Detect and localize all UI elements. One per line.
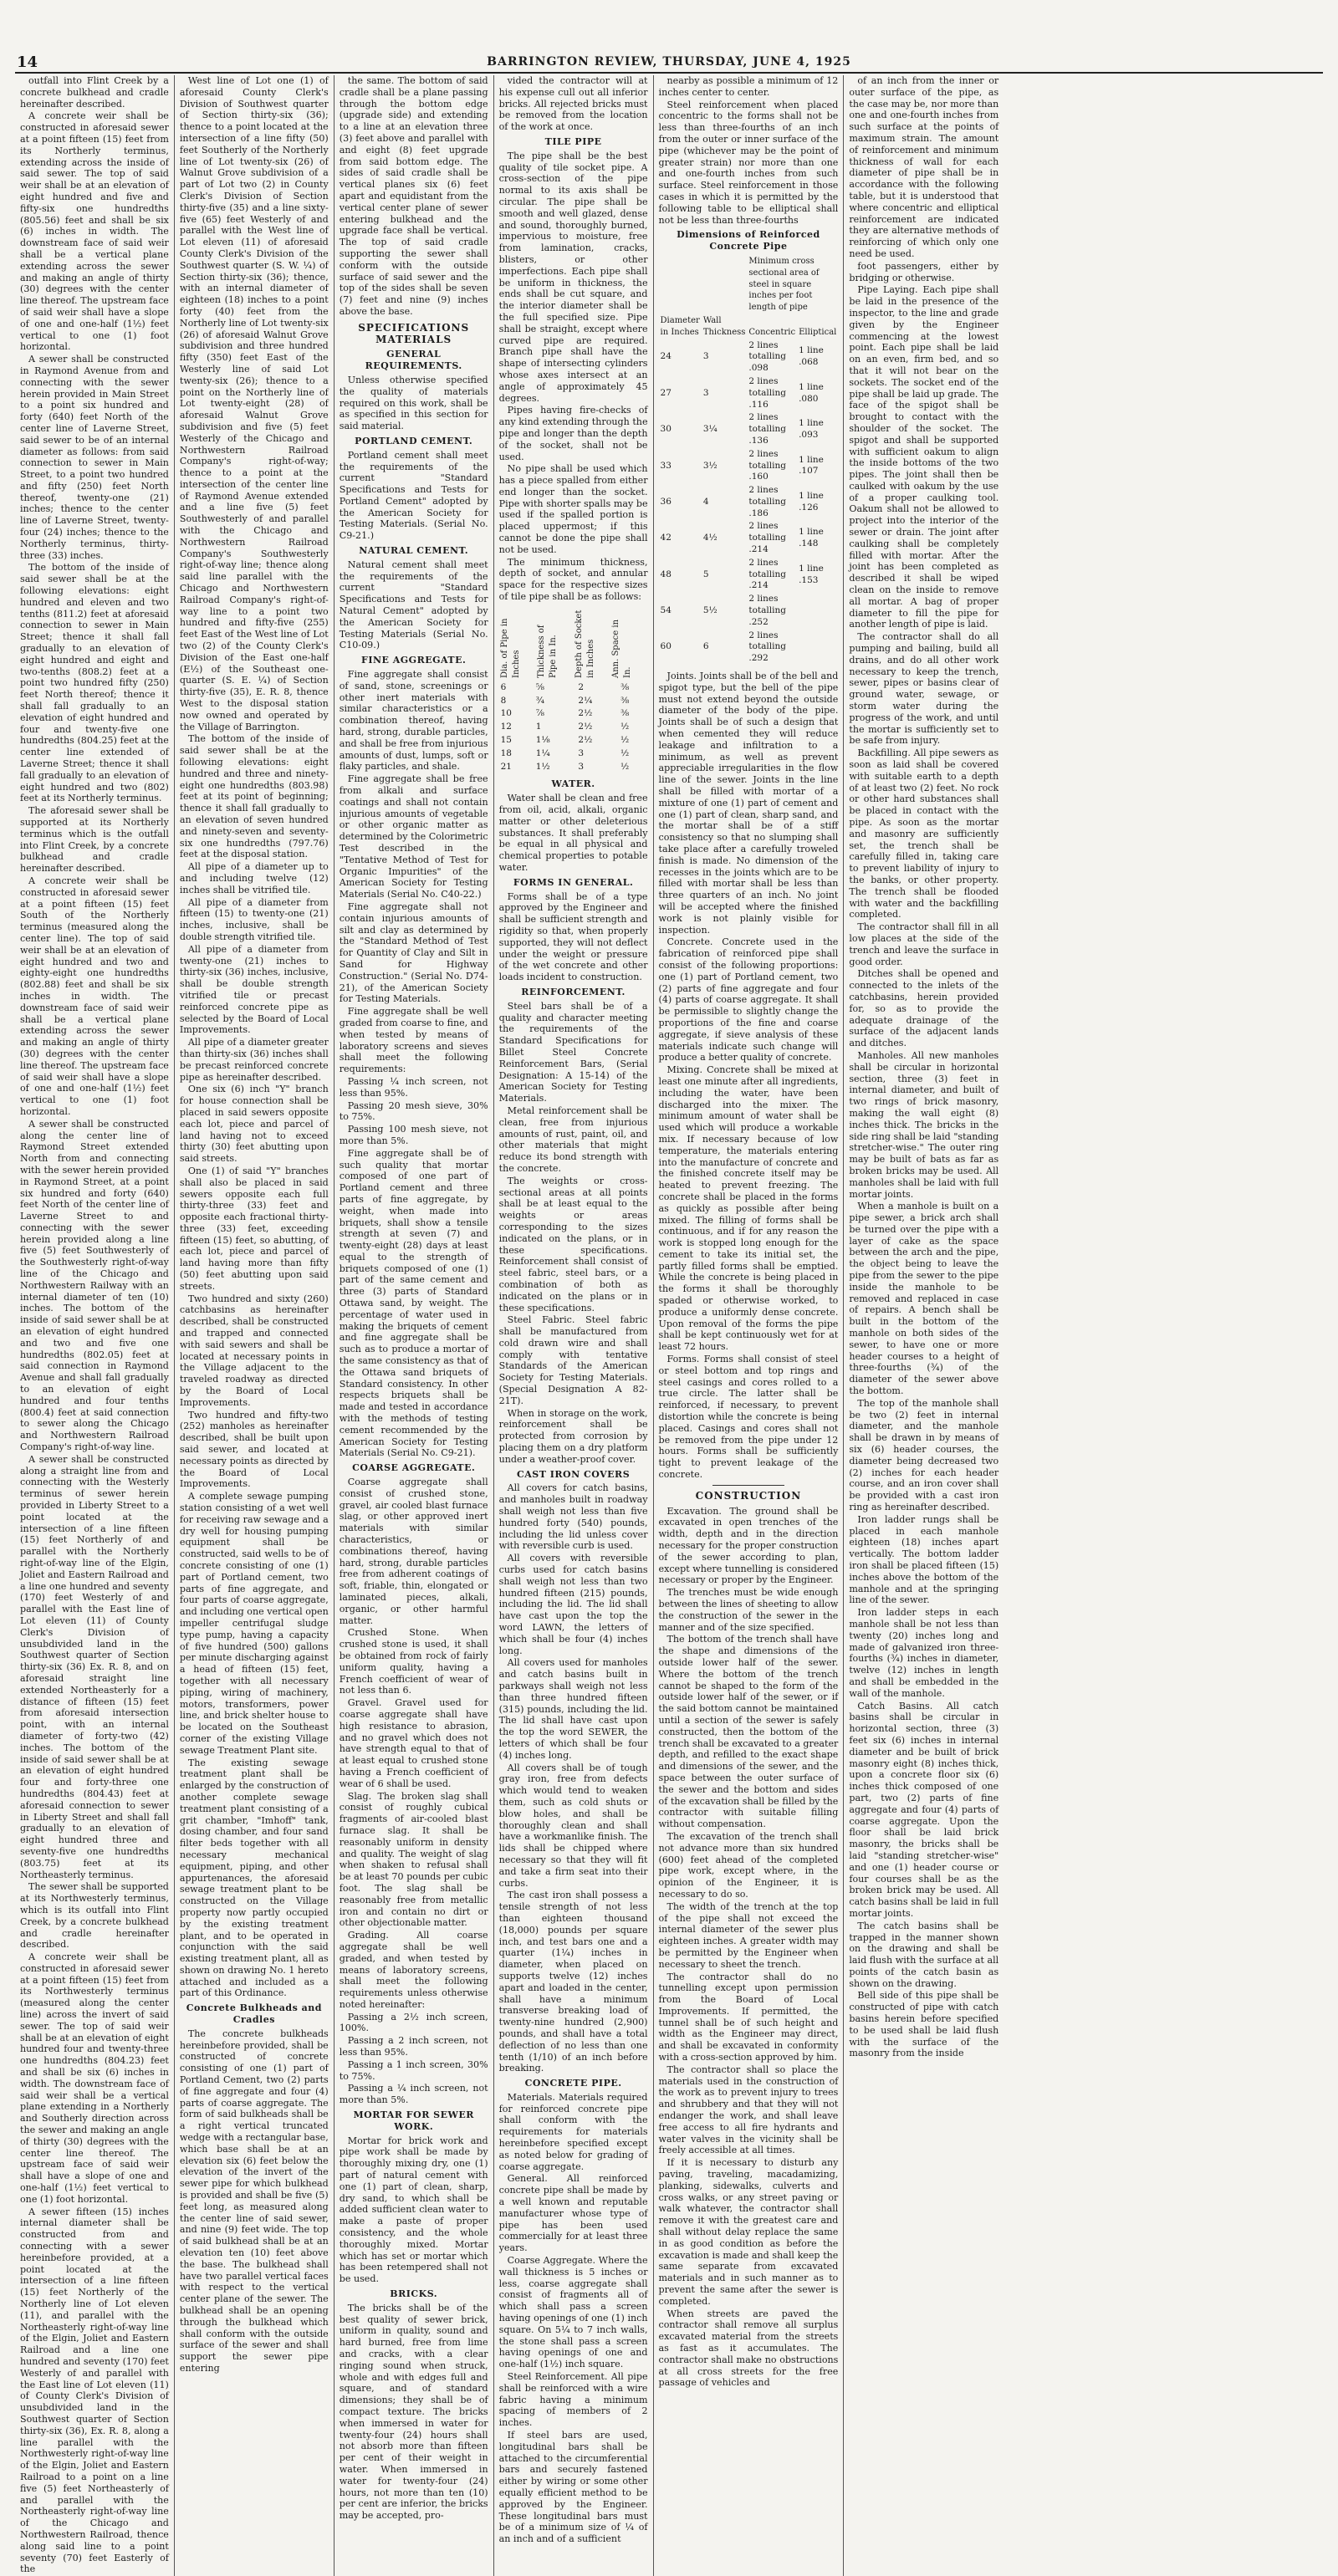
paragraph: Forms shall be of a type approved by the Engineer and shall be sufficient strength and rigidity so that, when properly supported, they will not deflect under the weight or pressure of the wet concrete and other loads incident to construction. <box>498 890 648 983</box>
table-cell: 1 line .107 <box>799 454 824 477</box>
paragraph: When in storage on the work, reinforcement shall be protected from corrosion by placing them on a dry platform under a weather-proof cover. <box>498 1407 648 1465</box>
paragraph: Pipes having fire-checks of any kind extending through the pipe and longer than the depth of the socket, shall not be used. <box>498 405 648 462</box>
table-cell: 2 lines totalling .116 <box>748 375 786 410</box>
table-row <box>659 411 839 447</box>
paragraph: Steel bars shall be of a quality and character meeting the requirements of the Standard Specifications for Billet Steel Concrete Reinforcement Bars, (Serial Designation: A 15-14) of the American Society for Testing Materials. <box>498 1000 648 1104</box>
column-1 <box>15 75 175 2576</box>
paragraph: All pipe of a diameter from twenty-one (21) inches to thirty-six (36) inches, inclusive, shall be double strength vitrified tile or precast reinforced concrete pipe as selected by the Board of Local Improvements. <box>179 943 329 1036</box>
paragraph: Fine aggregate shall not contain injurious amounts of silt and clay as determined by the "Standard Method of Test for Quantity of Clay and Silt in Sand for Highway Construction." (Serial No. D74-21), of the American Society for Testing Materials. <box>339 900 488 1005</box>
paragraph: outfall into Flint Creek by a concrete bulkhead and cradle hereinafter described. <box>20 75 169 110</box>
section-heading: BRICKS. <box>390 2288 438 2300</box>
table-cell: 5½ <box>702 605 718 616</box>
table-header-cell: Diameter in Inches <box>660 315 700 337</box>
paragraph: The trenches must be wide enough between the lines of sheeting to allow the construction of the sewer in the manner and of the size specified. <box>658 1587 839 1633</box>
table-row <box>499 721 648 734</box>
table-cell: 21 <box>500 761 512 772</box>
table-cell: 3½ <box>702 460 718 471</box>
paragraph: Portland cement shall meet the requirements of the current "Standard Specifications and Tests for Portland Cement" adopted by the American Society for Testing Materials. (Serial No. C9-21.) <box>339 449 488 542</box>
table-cell: 2¼ <box>578 695 593 706</box>
paragraph: One (1) of said "Y" branches shall also be placed in said sewers opposite each full thirty-three (33) feet and opposite each fractional thirty-three (33) feet, exceeding fifteen (15) feet, so abutting, of each lot, piece and parcel of land having more than fifty (50) feet abutting upon said streets. <box>179 1165 329 1292</box>
table-row <box>659 484 839 520</box>
paragraph: of an inch from the inner or outer surface of the pipe, as the case may be, nor more than one and one-fourth inches from such surface at the points of maximum strain. The amount of reinforcement and minimum thickness of wall for each diameter of pipe shall be in accordance with the following table, but it is understood that where concentric and elliptical reinforcement are indicated they are alternative methods of reinforcing of which only one need be used. <box>849 75 999 259</box>
table-cell: 1 <box>535 722 542 732</box>
table-cell: 1 line .068 <box>799 345 824 368</box>
section-heading: TILE PIPE <box>544 135 602 147</box>
table-cell: 27 <box>660 387 672 398</box>
section-heading: WATER. <box>551 778 595 790</box>
paragraph: Catch Basins. All catch basins shall be circular in horizontal section, three (3) feet six (6) inches in internal diameter and be built of brick masonry eight (8) inches thick, upon a concrete floor six (6) inches thick composed of one part, two (2) parts of fine aggregate and four (4) parts of coarse aggregate. Upon the floor shall be laid brick masonry, the bricks shall be laid "standing stretcher-wise" and one (1) header course or four courses shall be as the broken brick may be used. All catch basins shall be laid in full mortar joints. <box>849 1700 999 1919</box>
table-cell: 3 <box>578 747 585 758</box>
table-cell: 1 line .080 <box>799 381 824 404</box>
table-title: Dimensions of Reinforced Concrete Pipe <box>677 229 820 252</box>
column-6 <box>844 75 1004 2576</box>
table-cell: 42 <box>660 533 672 543</box>
table-cell: ½ <box>620 747 630 758</box>
table-cell: 2 <box>578 681 585 692</box>
paragraph: Bell side of this pipe shall be constructed of pipe with catch basins herein before specified to be used shall be laid flush with the surface of the masonry from the inside <box>849 1990 999 2059</box>
table-header-cell: Wall Thickness <box>702 315 746 337</box>
paragraph: All covers with reversible curbs used for catch basins shall weigh not less than two hundred fifteen (215) pounds, including the lid. The lid shall have cast upon the top the word LAWN, the letters of which shall be four (4) inches long. <box>498 1553 648 1656</box>
table-cell: 1 line .126 <box>799 490 824 513</box>
paragraph: Steel reinforcement when placed concentric to the forms shall not be less than three-fourths of an inch from the outer or inner surface of the pipe (whichever may be the point of greater strain) nor more than one and one-fourth inches from such surface. Steel reinforcement in those cases in which it is permitted by the following table to be elliptical shall not be less than three-fourths <box>658 99 839 226</box>
paragraph: The bricks shall be of the best quality of sewer brick, uniform in quality, sound and hard burned, free from lime and cracks, with a clear ringing sound when struck, whole and with edges full and square, and of standard dimensions; they shall be of compact texture. The bricks when immersed in water for twenty-four (24) hours shall not absorb more than fifteen per cent of their weight in water. When immersed in water for twenty-four (24) hours, not more than ten (10) per cent are inferior, the bricks may be accepted, pro- <box>339 2302 488 2522</box>
paragraph: The concrete bulkheads hereinbefore provided, shall be constructed of concrete consisting of one (1) part of Portland Cement, two (2) parts of fine aggregate and four (4) parts of coarse aggregate. The form of said bulkheads shall be a right vertical truncated wedge with a rectangular base, which base shall be at an elevation six (6) feet below the elevation of the invert of the sewer pipe for which bulkhead is provided and shall be five (5) feet long, as measured along the center line of said sewer, and nine (9) feet wide. The top of said bulkhead shall be at an elevation ten (10) feet above the base. The bulkhead shall have two parallel vertical faces with respect to the vertical center plane of the sewer. The bulkhead shall be an opening through the bulkhead which shall conform with the outside surface of the sewer and shall support the sewer pipe entering <box>179 2028 329 2374</box>
table-cell: 1 line .093 <box>799 418 824 440</box>
paragraph: The weights or cross-sectional areas at all points shall be at least equal to the weights or areas corresponding to the sizes indicated on the plans, or in these specifications. Reinforcement shall consist of steel fabric, steel bars, or a combination of both as indicated on the plans or in these specifications. <box>498 1175 648 1314</box>
table-row <box>499 761 648 774</box>
table-cell <box>797 593 838 629</box>
table-cell: 2 lines totalling .292 <box>748 630 786 664</box>
paragraph: Passing ¼ inch screen, not less than 95%. <box>339 1075 488 1099</box>
table-header-cell: Dia. of Pipe in Inches <box>499 618 521 678</box>
paragraph: Water shall be clean and free from oil, acid, alkali, organic matter or other deleterious substances. It shall preferably be equal in all physical and chemical properties to potable water. <box>498 793 648 874</box>
paragraph: Fine aggregate shall be of such quality that mortar composed of one part of Portland cement and three parts of fine aggregate, by weight, when made into briquets, shall show a tensile strength at seven (7) and twenty-eight (28) days at least equal to the strength of briquets composed of one (1) part of the same cement and three (3) parts of Standard Ottawa sand, by weight. The percentage of water used in making the briquets of cement and fine aggregate shall be such as to produce a mortar of the same consistency as that of the Ottawa sand briquets of Standard consistency. In other respects briquets shall be made and tested in accordance with the methods of testing cement recommended by the American Society for Testing Materials (Serial No. C9-21). <box>339 1147 488 1459</box>
paragraph: Iron ladder steps in each manhole shall be not less than twenty (20) inches long and made of galvanized iron three-fourths (¾) inches in diameter, twelve (12) inches in length and shall be embedded in the wall of the manhole. <box>849 1607 999 1699</box>
paragraph: All pipe of a diameter greater than thirty-six (36) inches shall be precast reinforced concrete pipe as hereinafter described. <box>179 1037 329 1083</box>
table-cell: 3 <box>578 761 585 772</box>
paragraph: When streets are paved the contractor shall remove all surplus excavated material from the streets as fast as it accumulates. The contractor shall make no obstructions at all cross streets for the free passage of vehicles and <box>658 2308 839 2389</box>
page-header <box>15 50 1323 74</box>
paragraph: Crushed Stone. When crushed stone is used, it shall be obtained from rock of fairly uniform quality, having a French coefficient of wear of not less than 6. <box>339 1627 488 1696</box>
section-heading: SPECIFICATIONS MATERIALS <box>358 321 470 345</box>
paragraph: A sewer shall be constructed along the center line of Raymond Street extended North from and connecting with the sewer herein provided in Raymond Street, at a point six hundred and forty (640) feet North of the center line of Laverne Street to and connecting with the sewer herein provided along a line five (5) feet Southwesterly of the Southwesterly right-of-way line of the Chicago and Northwestern Railway with an internal diameter of ten (10) inches. The bottom of the inside of said sewer shall be at an elevation of eight hundred and two and five one hundredths (802.05) feet at said connection in Raymond Avenue and shall fall gradually to an elevation of eight hundred and four tenths (800.4) feet at said connection to sewer along the Chicago and Northwestern Railroad Company's right-of-way line. <box>20 1118 169 1453</box>
table-cell: ⅜ <box>620 708 630 719</box>
paragraph: The catch basins shall be trapped in the manner shown on the drawing and shall be laid flush with the surface at all points of the catch basin as shown on the drawing. <box>849 1920 999 1989</box>
paragraph: Unless otherwise specified the quality of materials required on this work, shall be as specified in this section for said material. <box>339 374 488 432</box>
table-header-cell: Minimum cross sectional area of steel in square inches per foot length of pipe <box>748 256 820 313</box>
table-cell: ⅝ <box>535 681 544 692</box>
table-cell: 2½ <box>578 735 593 746</box>
paragraph: Coarse aggregate shall consist of crushed stone, gravel, air cooled blast furnace slag, or other approved inert materials with similar characteristics, or combinations thereof, having hard, strong, durable particles free from adherent coatings of soft, friable, thin, elongated or laminated pieces, alkali, organic, or other harmful matter. <box>339 1477 488 1626</box>
table-cell: 8 <box>500 695 507 706</box>
paragraph: All covers shall be of tough gray iron, free from defects which would tend to weaken them, such as cold shuts or blow holes, and shall be thoroughly clean and shall have a workmanlike finish. The lids shall be chipped where necessary so that they will fit and take a firm seat into their curbs. <box>498 1762 648 1889</box>
paragraph: A complete sewage pumping station consisting of a wet well for receiving raw sewage and a dry well for housing pumping equipment shall be constructed, said wells to be of concrete consisting of one (1) part of Portland cement, two parts of fine aggregate, and four parts of coarse aggregate, and including one vertical open impeller centrifugal sludge type pump, having a capacity of five hundred (500) gallons per minute discharging against a head of fifteen (15) feet, together with all necessary piping, wiring of machinery, motors, transformers, power line, and brick shelter house to be located on the Southeast corner of the existing Village sewage Treatment Plant site. <box>179 1491 329 1756</box>
paragraph: The pipe shall be the best quality of tile socket pipe. A cross-section of the pipe normal to its axis shall be circular. The pipe shall be smooth and well glazed, dense and sound, thoroughly burned, impervious to moisture, free from lamination, cracks, blisters, or other imperfections. Each pipe shall be uniform in thickness, the ends shall be cut square, and the interior diameter shall be the full specified size. Pipe shall be straight, except where curved pipe are required. Branch pipe shall have the shape of intersecting cylinders whose axes intersect at an angle of approximately 45 degrees. <box>498 150 648 404</box>
column-5 <box>654 75 845 2576</box>
table-cell: ⅞ <box>535 708 544 719</box>
table-cell: 5 <box>702 569 709 579</box>
paragraph: Grading. All coarse aggregate shall be well graded, and when tested by means of laboratory screens, shall meet the following requirements unless otherwise noted hereinafter: <box>339 1930 488 2010</box>
table-cell: 3 <box>702 351 709 362</box>
table-cell: 18 <box>500 747 512 758</box>
paragraph: The contractor shall so place the materials used in the construction of the work as to prevent injury to trees and shrubbery and that they will not endanger the work, and shall leave free access to all fire hydrants and water valves in the vicinity shall be freely accessible at all times. <box>658 2063 839 2156</box>
paragraph: The sewer shall be supported at its Northwesterly terminus, which is its outfall into Flint Creek, by a concrete bulkhead and cradle hereinafter described. <box>20 1881 169 1951</box>
paragraph: When a manhole is built on a pipe sewer, a brick arch shall be turned over the pipe with a layer of cake as the space between the arch and the pipe, the object being to leave the pipe from the sewer to the pipe inside the manhole to be removed and replaced in case of repairs. A bench shall be built in the bottom of the manhole on both sides of the sewer, to have one or more header courses to a height of three-fourths (¾) of the diameter of the sewer above the bottom. <box>849 1201 999 1397</box>
table-cell: 2 lines totalling .214 <box>748 557 786 591</box>
table-header-cell: Concentric <box>748 327 796 337</box>
paragraph: Joints. Joints shall be of the bell and spigot type, but the bell of the pipe must not extend beyond the outside diameter of the body of the pipe. Joints shall be of such a design that when cemented they will reduce leakage and infiltration to a minimum, as well as prevent appreciable irregularities in the flow line of the sewer. Joints in the line shall be filled with mortar of a mixture of one (1) part of cement and one (1) part of clean, sharp sand, and the mortar shall be of a stiff consistency so that no slumping shall take place after a carefully troweled finish is made. No dimension of the recesses in the joints which are to be filled with mortar shall be less than three quarters of an inch. No joint will be accepted where the finished work is not plainly visible for inspection. <box>658 671 839 936</box>
section-heading: FORMS IN GENERAL. <box>513 876 634 888</box>
paragraph: Concrete. Concrete used in the fabrication of reinforced pipe shall consist of the following proportions: one (1) part of Portland cement, two (2) parts of fine aggregate and four (4) parts of coarse aggregate. It shall be permissible to slightly change the proportions of the fine and coarse aggregate, if sieve analysis of these materials indicate such change will produce a better quality of concrete. <box>658 936 839 1064</box>
paragraph: Passing a 1 inch screen, 30% to 75%. <box>339 2058 488 2082</box>
table-row <box>659 448 839 484</box>
paragraph: Fine aggregate shall consist of sand, stone, screenings or other inert materials with similar characteristics or a combination thereof, having hard, strong, durable particles, and shall be free from injurious amounts of dust, lumps, soft or flaky particles, and shale. <box>339 669 488 773</box>
paragraph: Steel Reinforcement. All pipe shall be reinforced with a wire fabric having a minimum spacing of members of 2 inches. <box>498 2371 648 2429</box>
table-cell: 2 lines totalling .098 <box>748 339 786 374</box>
section-heading: MORTAR FOR SEWER WORK. <box>353 2109 474 2132</box>
paragraph: All pipe of a diameter from fifteen (15) to twenty-one (21) inches, inclusive, shall be double strength vitrified tile. <box>179 896 329 942</box>
table-cell: 10 <box>500 708 512 719</box>
paragraph: The minimum thickness, depth of socket, and annular space for the respective sizes of tile pipe shall be as follows: <box>498 556 648 603</box>
table-cell: 2 lines totalling .160 <box>748 448 786 482</box>
paragraph: All covers used for manholes and catch basins built in parkways shall weigh not less than three hundred fifteen (315) pounds, including the lid. The lid shall have cast upon the top the word SEWER, the letters of which shall be four (4) inches long. <box>498 1657 648 1761</box>
table-cell: 2 lines totalling .186 <box>748 485 786 518</box>
section-heading: NATURAL CEMENT. <box>359 545 469 557</box>
paragraph: Passing a ¼ inch screen, not more than 5%. <box>339 2083 488 2106</box>
paper-name-date: BARRINGTON REVIEW, THURSDAY, JUNE 4, 1925 <box>487 55 851 69</box>
section-heading: GENERAL REQUIREMENTS. <box>365 349 462 372</box>
paragraph: The excavation of the trench shall not advance more than six hundred (600) feet ahead of the completed pipe work, except where, in the opinion of the Engineer, it is necessary to do so. <box>658 1830 839 1900</box>
table-row <box>499 681 648 695</box>
table-cell: ½ <box>620 722 630 732</box>
section-heading: CONCRETE PIPE. <box>524 2078 622 2089</box>
column-2 <box>175 75 334 2576</box>
paragraph: Manholes. All new manholes shall be circular in horizontal section, three (3) feet in internal diameter, and built of two rings of brick masonry, making the wall eight (8) inches thick. The bricks in the side ring shall be laid "standing stretcher-wise." The outer ring may be built of bats as far as broken bricks may be used. All manholes shall be laid with full mortar joints. <box>849 1049 999 1200</box>
table-header-cell <box>659 255 702 314</box>
table-cell: ½ <box>620 735 630 746</box>
table-cell: 6 <box>500 681 507 692</box>
table-cell: 3¼ <box>702 424 718 435</box>
paragraph: Steel Fabric. Steel fabric shall be manufactured from cold drawn wire and shall comply with tentative Standards of the American Society for Testing Materials. (Special Designation A 82-21T). <box>498 1314 648 1406</box>
table-row <box>659 593 839 629</box>
table-cell: 1¼ <box>535 747 550 758</box>
table-cell: 1 line .153 <box>799 563 824 585</box>
table-cell: 2½ <box>578 708 593 719</box>
column-3 <box>334 75 494 2576</box>
article-columns <box>15 75 1323 2575</box>
tile-pipe-table <box>499 681 648 774</box>
paragraph: A concrete weir shall be constructed in aforesaid sewer at a point fifteen (15) feet from its Northerly terminus, extending across the inside of said sewer. The top of said weir shall be at an elevation of eight hundred and five and fifty-six one hundredths (805.56) feet and shall be six (6) inches in width. The downstream face of said weir shall be a vertical plane extending across the sewer and making an angle of thirty (30) degrees with the center line thereof. The upstream face of said weir shall have a slope of one and one-half (1½) feet vertical to one (1) foot horizontal. <box>20 110 169 353</box>
paragraph: Two hundred and sixty (260) catchbasins as hereinafter described, shall be constructed and trapped and connected with said sewers and shall be located at necessary points in the Village adjacent to the traveled roadway as directed by the Board of Local Improvements. <box>179 1293 329 1408</box>
column-4 <box>494 75 654 2576</box>
paragraph: Backfilling. All pipe sewers as soon as laid shall be covered with suitable earth to a depth of at least two (2) feet. No rock or other hard substances shall be placed in contact with the pipe. As soon as the mortar and masonry are sufficiently set, the trench shall be carefully filled in, taking care to prevent liability of injury to the banks, or other property. The trench shall be flooded with water and the backfilling completed. <box>849 747 999 921</box>
table-header-cell: Depth of Socket in Inches <box>574 610 595 678</box>
table-cell: 3 <box>702 387 709 398</box>
pipe-table-header <box>499 606 648 678</box>
table-row <box>659 375 839 411</box>
paragraph: The existing sewage treatment plant shall be enlarged by the construction of another complete sewage treatment plant consisting of a grit chamber, "Imhoff" tank, dosing chamber, and four sand filter beds together with all necessary mechanical equipment, piping, and other appurtenances, the aforesaid sewage treatment plant to be constructed on the Village property now partly occupied by the existing treatment plant, and to be operated in conjunction with the said existing treatment plant, all as shown on drawing No. 1 hereto attached and included as a part of this Ordinance. <box>179 1757 329 1999</box>
table-cell: 2½ <box>578 722 593 732</box>
section-heading: COARSE AGGREGATE. <box>352 1462 476 1474</box>
table-row <box>659 557 839 593</box>
concrete-pipe-table <box>659 255 839 666</box>
paragraph: If steel bars are used, longitudinal bars shall be attached to the circumferential bars and securely fastened either by wiring or some other equally efficient method to be approved by the Engineer. These longitudinal bars must be of a minimum size of ¼ of an inch and of a sufficient <box>498 2430 648 2545</box>
table-row <box>499 734 648 747</box>
paragraph: A concrete weir shall be constructed in aforesaid sewer at a point fifteen (15) feet from its Northwesterly terminus (measured along the center line) across the invert of said sewer. The top of said weir shall be at an elevation of eight hundred four and twenty-three one hundredths (804.23) feet and shall be six (6) inches in width. The downstream face of said weir shall be a vertical plane extending in a Northerly and Southerly direction across the sewer and making an angle of thirty (30) degrees with the center line thereof. The upstream face of said weir shall have a slope of one and one-half (1½) feet vertical to one (1) foot horizontal. <box>20 1951 169 2205</box>
table-row <box>659 520 839 556</box>
table-cell: 30 <box>660 424 672 435</box>
paragraph: West line of Lot one (1) of aforesaid County Clerk's Division of Southwest quarter of Section thirty-six (36); thence to a point located at the intersection of a line fifty (50) feet Southerly of the Northerly line of Lot twenty-six (26) of Walnut Grove subdivision of a part of Lot two (2) in County Clerk's Division of Section thirty-five (35) and a line sixty-five (65) feet Westerly of and parallel with the West line of Lot eleven (11) of aforesaid County Clerk's Division of the Southwest quarter (S. W. ¼) of Section thirty-six (36); thence, with an internal diameter of eighteen (18) inches to a point forty (40) feet from the Northerly line of Lot twenty-six (26) of aforesaid Walnut Grove subdivision and three hundred fifty (350) feet East of the Westerly line of said Lot twenty-six (26); thence to a point on the Northerly line of Lot twenty-eight (28) of aforesaid Walnut Grove subdivision and five (5) feet Westerly of the Chicago and Northwestern Railroad Company's right-of-way; thence to a point at the intersection of the center line of Raymond Avenue extended and a line five (5) feet Southwesterly of and parallel with the Chicago and Northwestern Railroad Company's Southwesterly right-of-way line; thence along said line parallel with the Chicago and Northwestern Railroad Company's right-of-way line to a point two hundred and fifty-five (255) feet East of the West line of Lot two (2) of the County Clerk's Division of the East one-half (E½) of the Southeast one-quarter (S. E. ¼) of Section thirty-five (35), E. R. 8, thence West to the disposal station now owned and operated by the Village of Barrington. <box>179 75 329 732</box>
paragraph: One six (6) inch "Y" branch for house connection shall be placed in said sewers opposite each lot, piece and parcel of land having not to exceed thirty (30) feet abutting upon said streets. <box>179 1084 329 1165</box>
table-cell <box>797 630 838 666</box>
table-cell: 1 line .148 <box>799 527 824 549</box>
paragraph: General. All reinforced concrete pipe shall be made by a well known and reputable manufacturer whose type of pipe has been used commercially for at least three years. <box>498 2173 648 2254</box>
table-cell: 15 <box>500 735 512 746</box>
paragraph: Forms. Forms shall consist of steel or steel bottom and top rings and steel casings and cores rolled to a true circle. The latter shall be reinforced, if necessary, to prevent distortion while the concrete is being placed. Casings and cores shall not be removed from the pipe under 12 hours. Forms shall be sufficiently tight to prevent leakage of the concrete. <box>658 1354 839 1481</box>
paragraph: Iron ladder rungs shall be placed in each manhole eighteen (18) inches apart vertically. The bottom ladder iron shall be placed fifteen (15) inches above the bottom of the manhole and at the springing line of the sewer. <box>849 1513 999 1606</box>
paragraph: Coarse Aggregate. Where the wall thickness is 5 inches or less, coarse aggregate shall consist of fragments all of which shall pass a screen having openings of one (1) inch square. On 5¼ to 7 inch walls, the stone shall pass a screen having openings of one and one-half (1½) inch square. <box>498 2255 648 2370</box>
section-heading: CONSTRUCTION <box>695 1489 802 1502</box>
paragraph: nearby as possible a minimum of 12 inches center to center. <box>658 75 839 98</box>
section-heading: CAST IRON COVERS <box>516 1468 631 1480</box>
table-cell: 33 <box>660 460 672 471</box>
table-row <box>499 747 648 761</box>
table-cell: 36 <box>660 496 672 507</box>
table-cell: 2 lines totalling .214 <box>748 521 786 555</box>
table-cell: 60 <box>660 641 672 652</box>
table-cell: 54 <box>660 605 672 616</box>
paragraph: Passing a 2 inch screen, not less than 95%. <box>339 2035 488 2058</box>
paragraph: Pipe Laying. Each pipe shall be laid in the presence of the inspector, to the line and grade given by the Engineer commencing at the lowest point. Each pipe shall be laid on an even, firm bed, and so that it will not bear on the sockets. The socket end of the pipe shall be laid up grade. The face of the spigot shall be brought to contact with the shoulder of the socket. The spigot and shall be supported with sufficient oakum to align the inside bottoms of the two pipes. The joint shall then be caulked with oakum by the use of a proper caulking tool. Oakum shall not be allowed to project into the interior of the sewer or drain. The joint after caulking shall be completely filled with mortar. After the joint has been completed as described it shall be wiped clean on the inside to remove all mortar. A bag of proper diameter to fill the pipe for another length of pipe is laid. <box>849 284 999 630</box>
table-cell: 1½ <box>535 761 550 772</box>
paragraph: The bottom of the trench shall have the shape and dimensions of the outside lower half of the sewer. Where the bottom of the trench cannot be shaped to the form of the outside lower half of the sewer, or if the said bottom cannot be maintained until a section of the sewer is safely constructed, then the bottom of the trench shall be excavated to a greater depth, and refilled to the exact shape and dimensions of the sewer, and the space between the outer surface of the sewer and the bottom and sides of the excavation shall be filled by the contractor with suitable filling without compensation. <box>658 1634 839 1830</box>
table-cell: 1⅛ <box>535 735 550 746</box>
table-row <box>499 707 648 721</box>
paragraph: All covers for catch basins, and manholes built in roadway shall weigh not less than five hundred forty (540) pounds, including the lid unless cover with reversible curb is used. <box>498 1482 648 1552</box>
paragraph: Natural cement shall meet the requirements of the current "Standard Specifications and Tests for Natural Cement" adopted by the American Society for Testing Materials (Serial No. C10-09.) <box>339 559 488 651</box>
paragraph: foot passengers, either by bridging or otherwise. <box>849 260 999 283</box>
table-cell: ¾ <box>535 695 544 706</box>
table-cell: ⅜ <box>620 681 630 692</box>
paragraph: Passing a 2½ inch screen, 100%. <box>339 2011 488 2034</box>
paragraph: Two hundred and fifty-two (252) manholes as hereinafter described, shall be built upon said sewer, and located at necessary points as directed by the Board of Local Improvements. <box>179 1409 329 1490</box>
table-cell: ½ <box>620 761 630 772</box>
table-cell: 2 lines totalling .252 <box>748 594 786 627</box>
paragraph: vided the contractor will at his expense cull out all inferior bricks. All rejected bricks must be removed from the location of the work at once. <box>498 75 648 133</box>
paragraph: The contractor shall do no tunnelling except upon permission from the Board of Local Improvements. If permitted, the tunnel shall be of such height and width as the Engineer may direct, and shall be excavated in conformity with a cross-section approved by him. <box>658 1971 839 2063</box>
divider <box>712 1485 784 1486</box>
table-cell: 24 <box>660 351 672 362</box>
section-heading: PORTLAND CEMENT. <box>355 435 473 446</box>
paragraph: A sewer shall be constructed along a straight line from and connecting with the Westerly terminus of sewer herein provided in Liberty Street to a point located at the intersection of a line fifteen (15) feet Northerly of and parallel with the Northerly right-of-way line of the Elgin, Joliet and Eastern Railroad and a line one hundred and seventy (170) feet Westerly of and parallel with the East line of Lot eleven (11) of County Clerk's Division of unsubdivided land in the Southwest quarter of Section thirty-six (36) Ex. R. 8, and on aforesaid straight line extended Northeasterly for a distance of fifteen (15) feet from aforesaid intersection point, with an internal diameter of forty-two (42) inches. The bottom of the inside of said sewer shall be at an elevation of eight hundred four and forty-three one hundredths (804.43) feet at aforesaid connection to sewer in Liberty Street and shall fall gradually to an elevation of eight hundred three and seventy-five one hundredths (803.75) feet at its Northeasterly terminus. <box>20 1453 169 1880</box>
paragraph: A sewer shall be constructed in Raymond Avenue from and connecting with the sewer herein provided in Main Street to a point six hundred and forty (640) feet North of the center line of Laverne Street, said sewer to be of an internal diameter as follows: from said connection to sewer in Main Street, to a point two hundred and fifty (250) feet North thereof, twenty-one (21) inches; thence to the center line of Laverne Street, twenty-four (24) inches; thence to the Northerly terminus, thirty-three (33) inches. <box>20 354 169 561</box>
paragraph: No pipe shall be used which has a piece spalled from either end longer than the socket. Pipe with shorter spalls may be used if the spalled portion is placed uppermost; if this cannot be done the pipe shall not be used. <box>498 463 648 555</box>
paragraph: Mixing. Concrete shall be mixed at least one minute after all ingredients, including the water, have been discharged into the mixer. The minimum amount of water shall be used which will produce a workable mix. If necessary because of low temperature, the materials entering into the manufacture of concrete and the finished concrete itself may be heated to prevent freezing. The concrete shall be placed in the forms as quickly as possible after being mixed. The filling of forms shall be continuous, and if for any reason the work is stopped long enough for the cement to take its initial set, the partly filled forms shall be emptied. While the concrete is being placed in the forms it shall be thoroughly spaded or otherwise worked, to produce a uniformly dense concrete. Upon removal of the forms the pipe shall be kept continuously wet for at least 72 hours. <box>658 1064 839 1353</box>
paragraph: Gravel. Gravel used for coarse aggregate shall have high resistance to abrasion, and no gravel which does not have strength equal to that of at least equal to crushed stone having a French coefficient of wear of 6 shall be used. <box>339 1697 488 1789</box>
table-header-cell: Thickness of Pipe in In. <box>537 625 558 678</box>
section-heading: Concrete Bulkheads and Cradles <box>186 2002 322 2026</box>
table-cell: 2 lines totalling .136 <box>748 412 786 446</box>
paragraph: All pipe of a diameter up to and including twelve (12) inches shall be vitrified tile. <box>179 861 329 895</box>
table-cell: 48 <box>660 569 672 579</box>
table-cell: 12 <box>500 722 512 732</box>
paragraph: The contractor shall do all pumping and bailing, build all drains, and do all other work necessary to keep the trench, sewer, pipes or basins clear of ground water, sewage, or storm water during the progress of the work, and until the mortar is sufficiently set to be safe from injury. <box>849 631 999 747</box>
table-row <box>659 630 839 666</box>
table-cell: ⅜ <box>620 695 630 706</box>
paragraph: Passing 100 mesh sieve, not more than 5%. <box>339 1124 488 1146</box>
paragraph: Metal reinforcement shall be clean, free from injurious amounts of rust, paint, oil, and other materials that might reduce its bond strength with the concrete. <box>498 1104 648 1174</box>
section-heading: FINE AGGREGATE. <box>361 655 467 666</box>
paragraph: Materials. Materials required for reinforced concrete pipe shall conform with the requirements for materials hereinbefore specified except as noted below for grading of coarse aggregate. <box>498 2091 648 2172</box>
section-heading: REINFORCEMENT. <box>521 986 626 997</box>
table-row <box>659 339 839 375</box>
paragraph: The contractor shall fill in all low places at the side of the trench and leave the surface in good order. <box>849 921 999 967</box>
paragraph: The aforesaid sewer shall be supported at its Northerly terminus which is the outfall into Flint Creek, by a concrete bulkhead and cradle hereinafter described. <box>20 805 169 875</box>
table-header-cell: Elliptical <box>799 327 837 337</box>
paragraph: The width of the trench at the top of the pipe shall not exceed the internal diameter of the sewer plus eighteen inches. A greater width may be permitted by the Engineer when necessary to sheet the trench. <box>658 1900 839 1970</box>
table-cell: 6 <box>702 641 709 652</box>
paragraph: Slag. The broken slag shall consist of roughly cubical fragments of air-cooled blast furnace slag. It shall be reasonably uniform in density and quality. The weight of slag when shaken to refusal shall be at least 70 pounds per cubic foot. The slag shall be reasonably free from metallic iron and contain no dirt or other objectionable matter. <box>339 1790 488 1929</box>
table-cell: 4 <box>702 496 709 507</box>
paragraph: The top of the manhole shall be two (2) feet in internal diameter, and the manhole shall be drawn in by means of six (6) header courses, the diameter being decreased two (2) inches for each header course, and an iron cover shall be provided with a cast iron ring as hereinafter described. <box>849 1397 999 1513</box>
table-header-cell: Ann. Space in In. <box>611 619 632 678</box>
table-row <box>499 695 648 708</box>
paragraph: Fine aggregate shall be well graded from coarse to fine, and when tested by means of laboratory screens and sieves shall meet the following requirements: <box>339 1006 488 1075</box>
paragraph: If it is necessary to disturb any paving, traveling, macadamizing, planking, sidewalks, culverts and cross walks, or any street paving or walk whatever, the contractor shall remove it with the greatest care and shall without delay replace the same in as good condition as before the excavation is made and shall keep the same separate from excavated materials and in such manner as to prevent the same after the sewer is completed. <box>658 2157 839 2307</box>
paragraph: Excavation. The ground shall be excavated in open trenches of the width, depth and in the direction necessary for the proper construction of the sewer according to plan, except where tunnelling is considered necessary or proper by the Engineer. <box>658 1505 839 1586</box>
paragraph: Passing 20 mesh sieve, 30% to 75%. <box>339 1099 488 1123</box>
paragraph: A concrete weir shall be constructed in aforesaid sewer at a point fifteen (15) feet South of the Northerly terminus (measured along the center line). The top of said weir shall be at an elevation of eight hundred and two and eighty-eight one hundredths (802.88) feet and shall be six inches in width. The downstream face of said weir shall be a vertical plane extending across the sewer and making an angle of thirty (30) degrees with the center line thereof. The upstream face of said weir shall have a slope of one and one-half (1½) feet vertical to one (1) foot horizontal. <box>20 875 169 1117</box>
table-cell: 4½ <box>702 533 718 543</box>
paragraph: The bottom of the inside of said sewer shall be at the following elevations: eight hundred and eleven and two tenths (811.2) feet at aforesaid connection to sewer in Main Street; thence it shall fall gradually to an elevation of eight hundred and eight and two-tenths (808.2) feet at a point two hundred fifty (250) feet North thereof; thence it shall fall gradually to an elevation of eight hundred and four and twenty-five one hundredths (804.25) feet at the center line extended of Laverne Street; thence it shall fall gradually to an elevation of eight hundred and two (802) feet at its Northerly terminus. <box>20 562 169 804</box>
paragraph: the same. The bottom of said cradle shall be a plane passing through the bottom edge (upgrade side) and extending to a line at an elevation three (3) feet above and parallel with and eight (8) feet upgrade from said bottom edge. The sides of said cradle shall be vertical planes six (6) feet apart and equidistant from the vertical center plane of sewer entering bulkhead and the upgrade face shall be vertical. The top of said cradle supporting the sewer shall conform with the outside surface of said sewer and the top of the sides shall be seven (7) feet and nine (9) inches above the base. <box>339 75 488 317</box>
page-number: 14 <box>17 54 38 71</box>
paragraph: Ditches shall be opened and connected to the inlets of the catchbasins, herein provided for, so as to provide the adequate drainage of the surface of the adjacent lands and ditches. <box>849 968 999 1049</box>
paragraph: The cast iron shall possess a tensile strength of not less than eighteen thousand (18,000) pounds per square inch, and test bars one and a quarter (1¼) inches in diameter, when placed on supports twelve (12) inches apart and loaded in the center, shall have a minimum transverse breaking load of twenty-nine hundred (2,900) pounds, and shall have a total deflection of no less than one tenth (1/10) of an inch before breaking. <box>498 1890 648 2074</box>
paragraph: The bottom of the inside of said sewer shall be at the following elevations: eight hundred and three and ninety-eight one hundredths (803.98) feet at its point of beginning; thence it shall fall gradually to an elevation of seven hundred and ninety-seven and seventy-six one hundredths (797.76) feet at the disposal station. <box>179 733 329 860</box>
paragraph: A sewer fifteen (15) inches internal diameter shall be constructed from and connecting with a sewer hereinbefore provided, at a point located at the intersection of a line fifteen (15) feet Northerly of the Northerly line of Lot eleven (11), and parallel with the Northeasterly right-of-way line of the Elgin, Joliet and Eastern Railroad and a line one hundred and seventy (170) feet Westerly of and parallel with the East line of Lot eleven (11) of County Clerk's Division of unsubdivided land in the Southwest quarter of Section thirty-six (36), Ex. R. 8, along a line parallel with the Northwesterly right-of-way line of the Elgin, Joliet and Eastern Railroad to a point on a line five (5) feet Northeasterly of and parallel with the Northeasterly right-of-way line of the Chicago and Northwestern Railroad, thence along said line to a point seventy (70) feet Easterly of the <box>20 2206 169 2575</box>
paragraph: Mortar for brick work and pipe work shall be made by thoroughly mixing dry, one (1) part of natural cement with one (1) part of clean, sharp, dry sand, to which shall be added sufficient clean water to make a paste of proper consistency, and the whole thoroughly mixed. Mortar which has set or mortar which has been retempered shall not be used. <box>339 2135 488 2285</box>
paragraph: Fine aggregate shall be free from alkali and surface coatings and shall not contain injurious amounts of vegetable or other organic matter as determined by the Colorimetric Test described in the "Tentative Method of Test for Organic Impurities" of the American Society for Testing Materials (Serial No. C40-22.) <box>339 773 488 900</box>
table-header-cell <box>702 255 748 314</box>
